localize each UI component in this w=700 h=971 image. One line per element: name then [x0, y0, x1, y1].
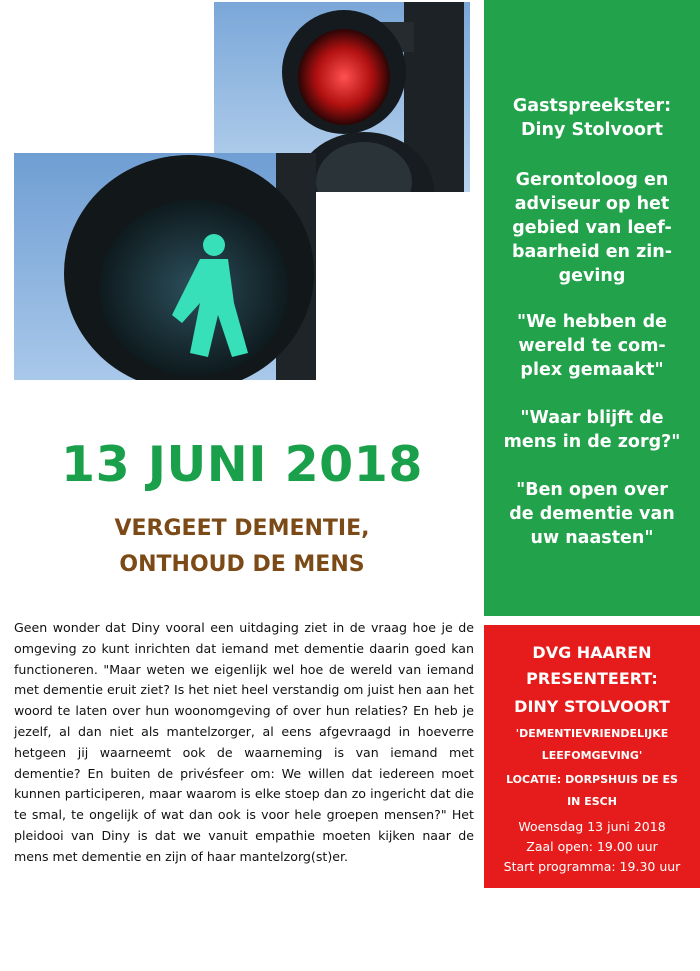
green-pedestrian-light-photo	[14, 153, 316, 380]
event-topic-line: 'DEMENTIEVRIENDELIJKE	[515, 727, 669, 740]
event-date-heading: 13 JUNI 2018	[61, 436, 423, 493]
speaker-role-line: gebied van leef-	[512, 218, 672, 238]
event-speaker: DINY STOLVOORT	[514, 697, 670, 716]
quote-1-line: wereld te com-	[518, 336, 666, 356]
quote-3-line: de dementie van	[509, 504, 675, 524]
slogan-line-1: VERGEET DEMENTIE,	[114, 516, 370, 541]
presents-label: PRESENTEERT:	[526, 669, 658, 688]
event-location-line: LOCATIE: DORPSHUIS DE ES	[506, 773, 678, 786]
slogan-line-2: ONTHOUD DE MENS	[119, 552, 365, 577]
speaker-role-line: adviseur op het	[514, 194, 670, 214]
article-body-text: Geen wonder dat Diny vooral een uitdaging ziet in de vraag hoe je de omgeving zo kunt inrichten dat iemand met dementie daarin goed kan functioneren. "Maar weten we eigenlijk wel hoe de wereld van iemand met dementie eruit ziet? Is het niet heel verstandig om juist hen aan het woord te laten over hun woonomgeving of over hun relaties? En heb je jezelf, al dan niet als mantelzorger, al eens afgevraagd in hoeverre hetgeen jij waarneemt ook de waarneming is van iemand met dementie? En buiten de privésfeer om: We willen dat iedereen moet kunnen participeren, maar waarom is elke stoep dan zo ingericht dat die te smal, te ongelijk of wat dan ook is voor hele groepen mensen?" Het pleidooi van Diny is dat we vanuit empathie moeten kijken naar de mens met dementie en zijn of haar mantelzorg(st)er.	[14, 620, 474, 864]
event-details-panel	[484, 625, 700, 888]
quote-3-line: "Ben open over	[516, 480, 668, 500]
quote-2-line: "Waar blijft de	[520, 408, 664, 428]
quote-1-line: plex gemaakt"	[520, 360, 664, 380]
program-start-time: Start programma: 19.30 uur	[503, 859, 681, 874]
event-topic-line: LEEFOMGEVING'	[541, 749, 643, 762]
quote-3-line: uw naasten"	[530, 528, 654, 548]
speaker-name: Diny Stolvoort	[521, 120, 663, 140]
quote-1-line: "We hebben de	[517, 312, 667, 332]
event-date-line: Woensdag 13 juni 2018	[518, 819, 666, 834]
organizer: DVG HAAREN	[532, 643, 652, 662]
speaker-role-line: baarheid en zin-	[511, 242, 673, 262]
speaker-info-panel	[484, 0, 700, 616]
speaker-role-line: geving	[558, 266, 626, 286]
event-location-line: IN ESCH	[567, 795, 617, 808]
quote-2-line: mens in de zorg?"	[503, 432, 681, 452]
speaker-label: Gastspreekster:	[512, 96, 672, 116]
doors-open-time: Zaal open: 19.00 uur	[526, 839, 658, 854]
speaker-role-line: Gerontoloog en	[515, 170, 669, 190]
